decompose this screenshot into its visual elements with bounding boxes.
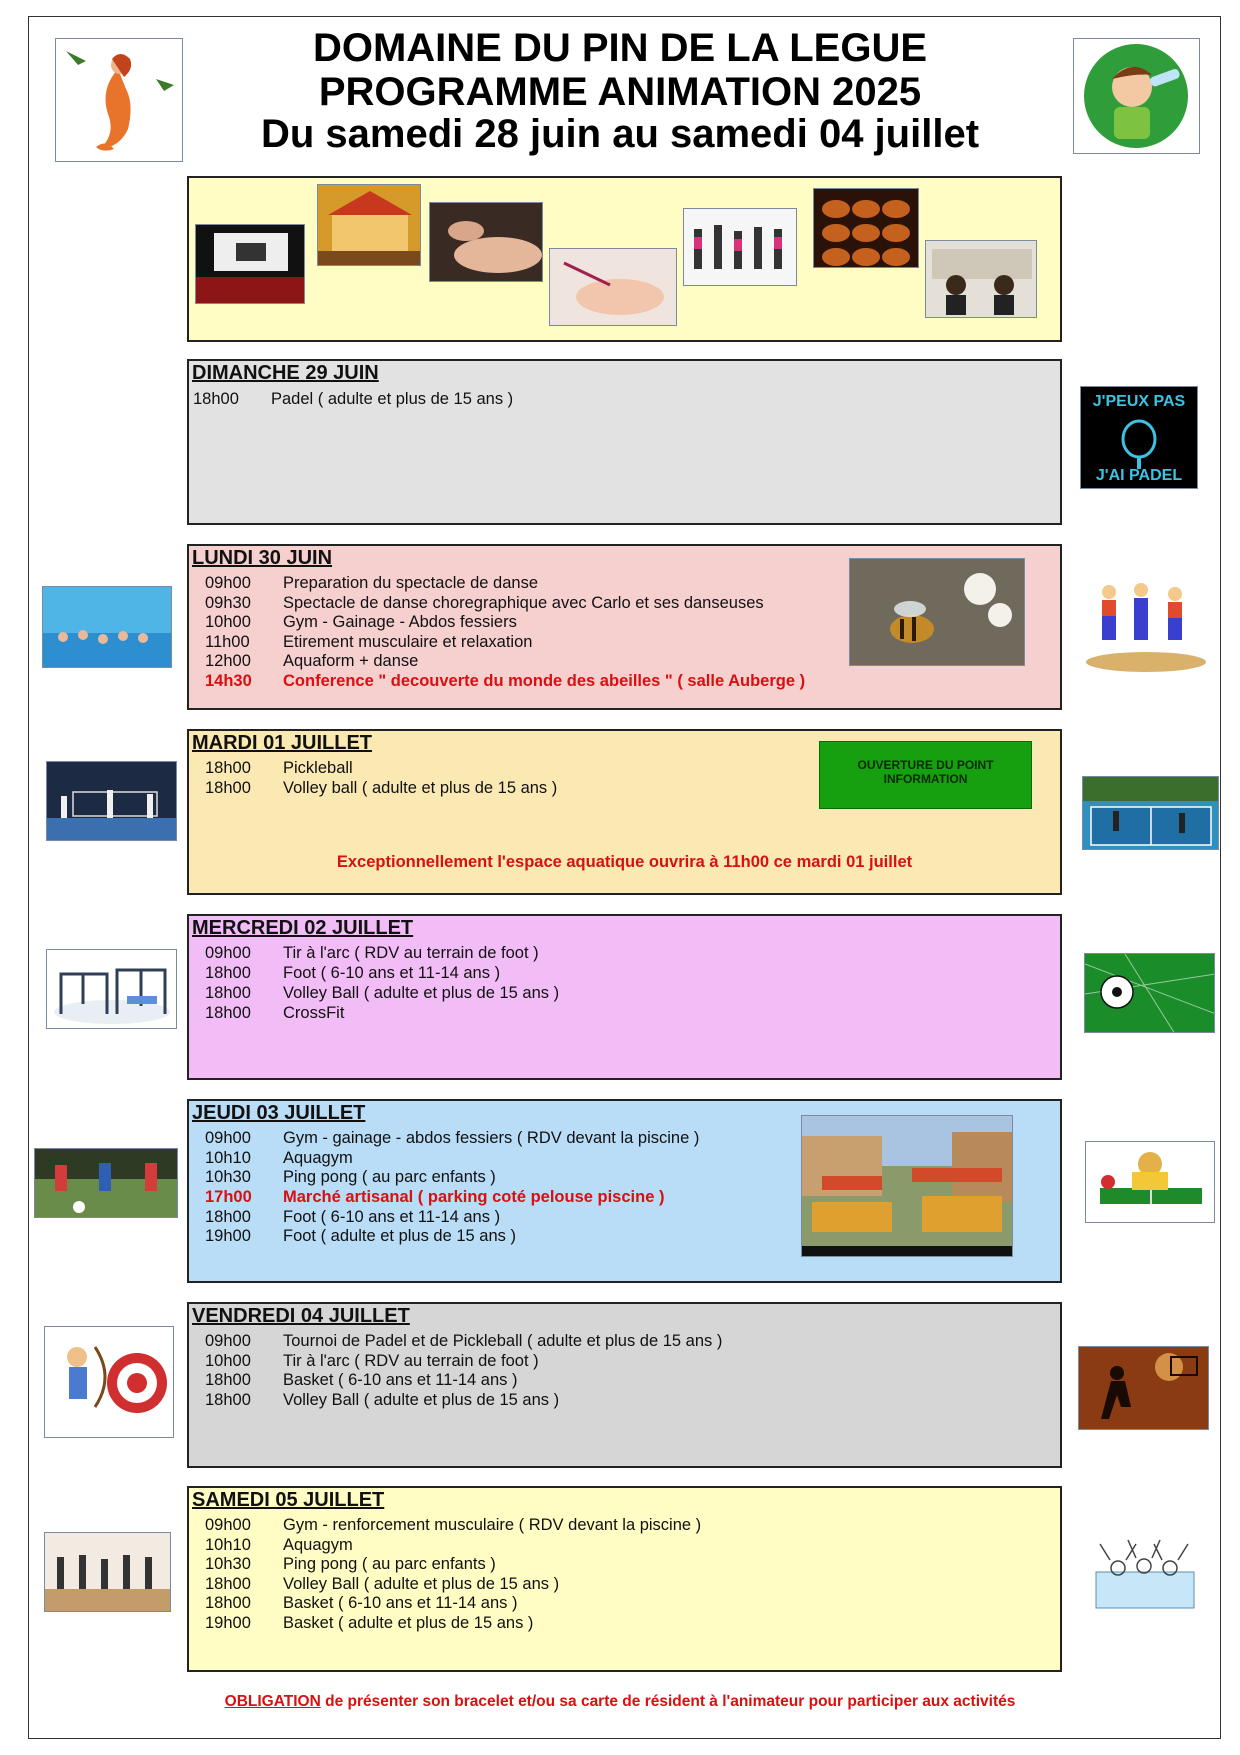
time: 10h00 bbox=[205, 1352, 251, 1370]
activity: Marché artisanal ( parking coté pelouse piscine ) bbox=[283, 1188, 665, 1206]
day-block-dimanche bbox=[187, 359, 1062, 525]
day-title: LUNDI 30 JUIN bbox=[192, 547, 333, 569]
activity: Volley Ball ( adulte et plus de 15 ans ) bbox=[283, 1575, 560, 1593]
activity: Tir à l'arc ( RDV au terrain de foot ) bbox=[283, 1352, 539, 1370]
time: 09h00 bbox=[205, 1516, 251, 1534]
activity: Foot ( 6-10 ans et 11-14 ans ) bbox=[283, 1208, 501, 1226]
time: 18h00 bbox=[205, 779, 251, 797]
aquagym-cartoon bbox=[1090, 1526, 1200, 1616]
activity: Tir à l'arc ( RDV au terrain de foot ) bbox=[283, 944, 539, 962]
activity: Spectacle de danse choregraphique avec Carlo et ses danseuses bbox=[283, 594, 764, 612]
time: 10h10 bbox=[205, 1149, 251, 1167]
drinking-boy-logo bbox=[1073, 38, 1200, 154]
bee-photo bbox=[849, 558, 1025, 666]
time: 12h00 bbox=[205, 652, 251, 670]
day-block-jeudi bbox=[187, 1099, 1062, 1283]
carousel-photo bbox=[317, 184, 421, 266]
activity: Gym - renforcement musculaire ( RDV devant la piscine ) bbox=[283, 1516, 702, 1534]
dance-class-photo bbox=[683, 208, 797, 286]
activity: Etirement musculaire et relaxation bbox=[283, 633, 533, 651]
time: 17h00 bbox=[205, 1188, 252, 1206]
time: 10h10 bbox=[205, 1536, 251, 1554]
time: 19h00 bbox=[205, 1227, 251, 1245]
day-block-lundi bbox=[187, 544, 1062, 710]
footer-keyword: OBLIGATION bbox=[224, 1693, 321, 1710]
day-title: MERCREDI 02 JUILLET bbox=[192, 917, 414, 939]
roast-chicken-photo bbox=[813, 188, 919, 268]
activity: Pickleball bbox=[283, 759, 353, 777]
activity: Aquaform + danse bbox=[283, 652, 419, 670]
header-title-domain: DOMAINE DU PIN DE LA LEGUE bbox=[312, 26, 928, 70]
time: 18h00 bbox=[205, 1594, 251, 1612]
activity: Padel ( adulte et plus de 15 ans ) bbox=[271, 390, 514, 408]
time: 10h00 bbox=[205, 613, 251, 631]
padel-logo-top-text: J'PEUX PAS bbox=[1092, 393, 1186, 410]
activity: Aquagym bbox=[283, 1536, 353, 1554]
header-title-dates: Du samedi 28 juin au samedi 04 juillet bbox=[260, 112, 980, 156]
activity: Gym - Gainage - Abdos fessiers bbox=[283, 613, 517, 631]
activity: Conference " decouverte du monde des abeilles " ( salle Auberge ) bbox=[283, 672, 806, 690]
massage-photo bbox=[429, 202, 543, 282]
manicure-photo bbox=[549, 248, 677, 326]
day-block-mercredi bbox=[187, 914, 1062, 1080]
activity: Preparation du spectacle de danse bbox=[283, 574, 539, 592]
activity: Foot ( adulte et plus de 15 ans ) bbox=[283, 1227, 516, 1245]
time: 18h00 bbox=[205, 1575, 251, 1593]
time: 10h30 bbox=[205, 1555, 251, 1573]
activity: CrossFit bbox=[283, 1004, 345, 1022]
photo-banner bbox=[187, 176, 1062, 342]
dancers-cartoon bbox=[1076, 566, 1214, 676]
market-photo bbox=[801, 1115, 1013, 1257]
day-block-mardi bbox=[187, 729, 1062, 895]
activity: Volley Ball ( adulte et plus de 15 ans ) bbox=[283, 1391, 560, 1409]
aquatic-notice: Exceptionnellement l'espace aquatique ouvrira à 11h00 ce mardi 01 juillet bbox=[336, 853, 913, 871]
activity: Ping pong ( au parc enfants ) bbox=[283, 1168, 496, 1186]
padel-logo-bottom-text: J'AI PADEL bbox=[1095, 467, 1183, 484]
time: 18h00 bbox=[205, 964, 251, 982]
header-title-programme: PROGRAMME ANIMATION 2025 bbox=[318, 70, 922, 114]
ping-pong-cartoon bbox=[1085, 1141, 1215, 1223]
archer-cartoon bbox=[44, 1326, 174, 1438]
time: 09h00 bbox=[205, 1332, 251, 1350]
activity: Gym - gainage - abdos fessiers ( RDV devant la piscine ) bbox=[283, 1129, 700, 1147]
mermaid-logo bbox=[55, 38, 183, 162]
day-title: VENDREDI 04 JUILLET bbox=[192, 1305, 410, 1327]
activity: Basket ( adulte et plus de 15 ans ) bbox=[283, 1614, 534, 1632]
footer-text: de présenter son bracelet et/ou sa carte de résident à l'animateur pour participer aux activités bbox=[320, 1693, 1016, 1710]
time: 18h00 bbox=[205, 1371, 251, 1389]
activity: Basket ( 6-10 ans et 11-14 ans ) bbox=[283, 1371, 518, 1389]
footer-notice bbox=[180, 1693, 1060, 1711]
activity: Basket ( 6-10 ans et 11-14 ans ) bbox=[283, 1594, 518, 1612]
day-title: DIMANCHE 29 JUIN bbox=[192, 362, 379, 384]
time: 18h00 bbox=[205, 759, 251, 777]
activity: Ping pong ( au parc enfants ) bbox=[283, 1555, 496, 1573]
time: 18h00 bbox=[193, 390, 239, 408]
info-point-box: OUVERTURE DU POINT INFORMATION bbox=[819, 741, 1032, 809]
time: 18h00 bbox=[205, 1391, 251, 1409]
time: 14h30 bbox=[205, 672, 252, 690]
activity: Volley Ball ( adulte et plus de 15 ans ) bbox=[283, 984, 560, 1002]
gym-class-photo bbox=[44, 1532, 171, 1612]
fitness-park-photo bbox=[46, 949, 177, 1029]
day-title: JEUDI 03 JUILLET bbox=[192, 1102, 366, 1124]
football-players-photo bbox=[34, 1148, 178, 1218]
time: 18h00 bbox=[205, 1208, 251, 1226]
time: 19h00 bbox=[205, 1614, 251, 1632]
activity: Aquagym bbox=[283, 1149, 353, 1167]
time: 18h00 bbox=[205, 1004, 251, 1022]
hair-salon-photo bbox=[925, 240, 1037, 318]
time: 09h00 bbox=[205, 944, 251, 962]
day-block-samedi bbox=[187, 1486, 1062, 1672]
time: 09h00 bbox=[205, 1129, 251, 1147]
time: 11h00 bbox=[205, 633, 250, 651]
aquagym-photo bbox=[42, 586, 172, 668]
time: 18h00 bbox=[205, 984, 251, 1002]
basketball-silhouette bbox=[1078, 1346, 1209, 1430]
time: 10h30 bbox=[205, 1168, 251, 1186]
pickleball-photo bbox=[1082, 776, 1219, 850]
time: 09h30 bbox=[205, 594, 251, 612]
cinema-photo bbox=[195, 224, 305, 304]
volleyball-photo bbox=[46, 761, 177, 841]
football-goal-photo bbox=[1084, 953, 1215, 1033]
activity: Foot ( 6-10 ans et 11-14 ans ) bbox=[283, 964, 501, 982]
time: 09h00 bbox=[205, 574, 251, 592]
padel-logo bbox=[1080, 386, 1198, 489]
activity: Tournoi de Padel et de Pickleball ( adulte et plus de 15 ans ) bbox=[283, 1332, 723, 1350]
day-title: MARDI 01 JUILLET bbox=[192, 732, 373, 754]
activity: Volley ball ( adulte et plus de 15 ans ) bbox=[283, 779, 558, 797]
day-title: SAMEDI 05 JUILLET bbox=[192, 1489, 385, 1511]
day-block-vendredi bbox=[187, 1302, 1062, 1468]
